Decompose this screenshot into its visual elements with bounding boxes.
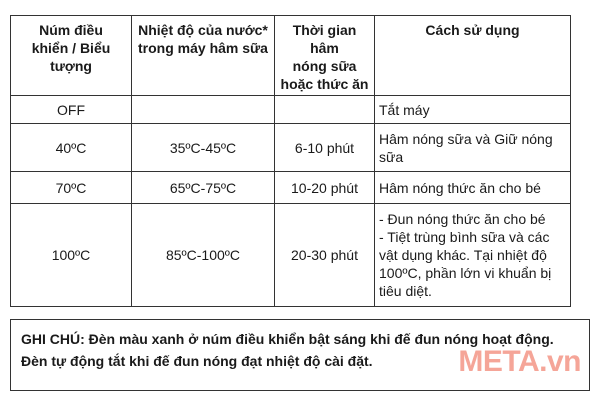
header-water-temp: Nhiệt độ của nước* trong máy hâm sữa xyxy=(132,16,275,96)
cell-usage: - Đun nóng thức ăn cho bé - Tiệt trùng bình sữa và các vật dụng khác. Tại nhiệt độ 100ºC, phần lớn vi khuẩn bị tiêu diệt. xyxy=(375,204,571,307)
header-heating-time: Thời gian hâm nóng sữa hoặc thức ăn xyxy=(275,16,375,96)
header-knob: Núm điều khiển / Biểu tượng xyxy=(11,16,132,96)
note-line-2: Đèn tự động tắt khi đế đun nóng đạt nhiệt độ cài đặt. xyxy=(21,353,373,369)
cell-knob: 70ºC xyxy=(11,172,132,204)
table-row xyxy=(11,96,571,124)
cell-knob: 40ºC xyxy=(11,124,132,172)
table-row xyxy=(11,172,571,204)
cell-temp xyxy=(132,96,275,124)
header-usage: Cách sử dụng xyxy=(375,16,571,96)
cell-usage: Tắt máy xyxy=(375,96,571,124)
cell-temp: 65ºC-75ºC xyxy=(132,172,275,204)
cell-temp: 85ºC-100ºC xyxy=(132,204,275,307)
cell-knob: 100ºC xyxy=(11,204,132,307)
cell-usage: Hâm nóng sữa và Giữ nóng sữa xyxy=(375,124,571,172)
meta-watermark-logo: META.vn xyxy=(458,345,581,378)
cell-knob: OFF xyxy=(11,96,132,124)
note-line-1: GHI CHÚ: Đèn màu xanh ở núm điều khiển bật sáng khi đế đun nóng hoạt động. xyxy=(21,331,554,347)
table-header-row xyxy=(11,16,571,96)
table-row xyxy=(11,204,571,307)
cell-time: 20-30 phút xyxy=(275,204,375,307)
table-row xyxy=(11,124,571,172)
cell-time xyxy=(275,96,375,124)
cell-usage: Hâm nóng thức ăn cho bé xyxy=(375,172,571,204)
cell-time: 10-20 phút xyxy=(275,172,375,204)
cell-time: 6-10 phút xyxy=(275,124,375,172)
cell-temp: 35ºC-45ºC xyxy=(132,124,275,172)
warmer-settings-table xyxy=(10,15,571,307)
